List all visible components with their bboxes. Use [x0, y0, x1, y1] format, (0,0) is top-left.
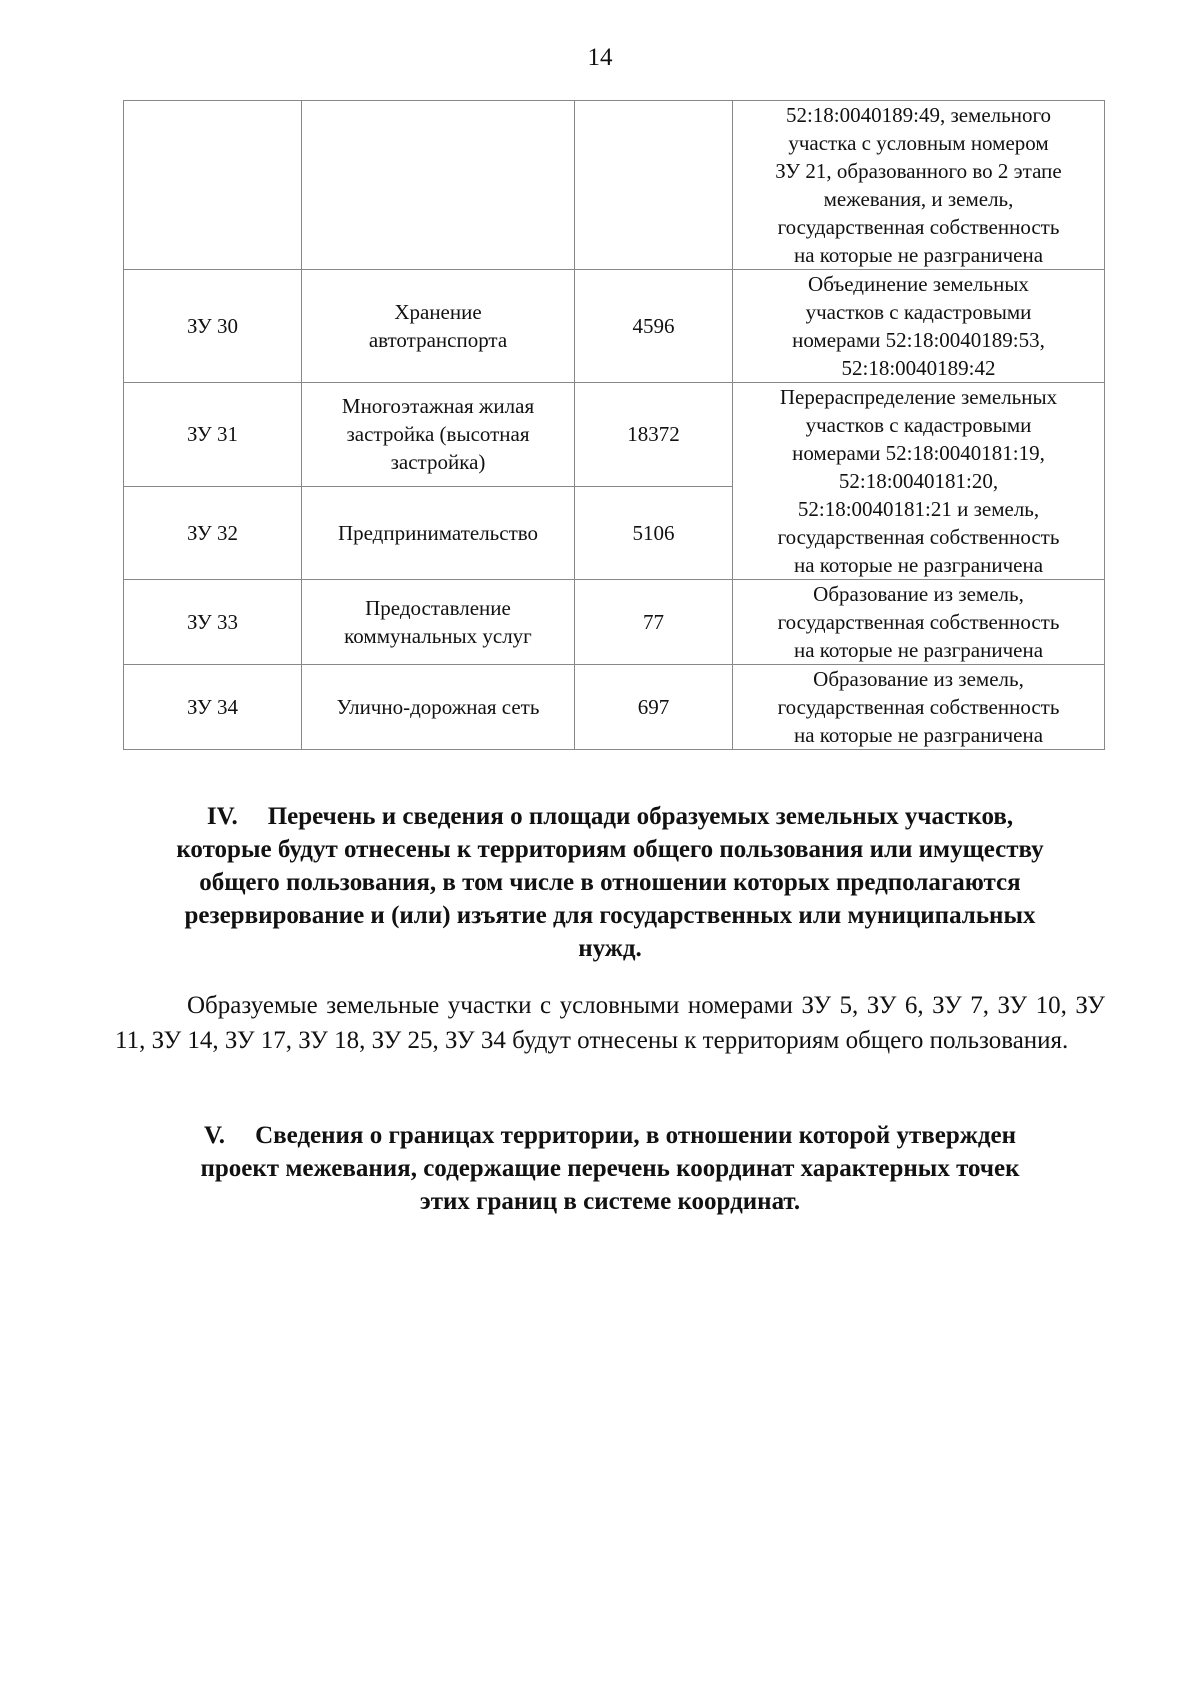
- cell-line: 52:18:0040181:20,: [838, 469, 999, 493]
- heading-line: резервирование и (или) изъятие для государственных или муниципальных: [184, 902, 1036, 929]
- section-number: V.: [203, 1122, 226, 1149]
- plot-method-cell: [733, 580, 1105, 665]
- section-4-heading: [110, 800, 1110, 965]
- cell-line: 52:18:0040181:21 и земель,: [797, 497, 1040, 521]
- table-row: [124, 101, 1105, 270]
- plot-code-cell: [124, 101, 302, 270]
- cell-line: 52:18:0040189:49, земельного: [785, 103, 1052, 127]
- plot-code-cell: ЗУ 32: [124, 486, 302, 579]
- plot-code-cell: ЗУ 30: [124, 270, 302, 383]
- plot-method-cell: [733, 270, 1105, 383]
- plot-use-cell: [302, 665, 575, 750]
- plot-use-cell: [302, 101, 575, 270]
- plot-method-cell: [733, 101, 1105, 270]
- plot-use-cell: [302, 270, 575, 383]
- cell-line: застройка): [390, 450, 486, 475]
- cell-line: на которые не разграничена: [793, 723, 1044, 747]
- plot-use-cell: [302, 580, 575, 665]
- heading-line: [110, 1119, 1110, 1152]
- cell-line: государственная собственность: [777, 610, 1060, 634]
- table-row: [124, 580, 1105, 665]
- heading-line: проект межевания, содержащие перечень координат характерных точек: [200, 1155, 1020, 1182]
- cell-line: Хранение: [394, 300, 482, 324]
- plot-code-cell: ЗУ 33: [124, 580, 302, 665]
- cell-line: Образование из земель,: [813, 667, 1024, 691]
- table-row: [124, 383, 1105, 487]
- cell-line: ЗУ 21, образованного во 2 этапе: [775, 159, 1062, 183]
- cell-line: Многоэтажная жилая: [341, 394, 535, 419]
- plot-area-cell: 18372: [575, 383, 733, 487]
- table-row: [124, 270, 1105, 383]
- table-row: [124, 665, 1105, 750]
- cell-line: государственная собственность: [777, 215, 1060, 239]
- cell-line: государственная собственность: [777, 695, 1060, 719]
- cell-line: участков с кадастровыми: [805, 300, 1032, 324]
- cell-line: Улично-дорожная сеть: [336, 695, 540, 719]
- cell-line: на которые не разграничена: [793, 553, 1044, 577]
- plot-area-cell: 77: [575, 580, 733, 665]
- cell-line: Предоставление: [365, 596, 511, 620]
- cell-line: коммунальных услуг: [344, 624, 532, 648]
- cell-line: государственная собственность: [777, 525, 1060, 549]
- plot-area-cell: 697: [575, 665, 733, 750]
- heading-text: Сведения о границах территории, в отношении которой утвержден: [255, 1122, 1017, 1149]
- heading-line: общего пользования, в том числе в отношении которых предполагаются: [199, 869, 1021, 896]
- cell-line: Перераспределение земельных: [779, 385, 1058, 409]
- cell-line: на которые не разграничена: [793, 243, 1044, 267]
- plot-method-cell: [733, 665, 1105, 750]
- heading-text: Перечень и сведения о площади образуемых земельных участков,: [267, 803, 1014, 830]
- section-5-heading: [110, 1119, 1110, 1218]
- cell-line: номерами 52:18:0040189:53,: [792, 328, 1045, 352]
- plot-use-cell: [302, 383, 575, 487]
- cell-line: Предпринимательство: [337, 520, 539, 545]
- heading-line: нужд.: [578, 935, 642, 962]
- land-plots-table: [123, 100, 1105, 750]
- plot-area-cell: 4596: [575, 270, 733, 383]
- heading-line: [110, 800, 1110, 833]
- plot-method-cell: [733, 383, 1105, 580]
- page-number: 14: [587, 44, 613, 71]
- cell-line: участка с условным номером: [788, 131, 1049, 155]
- cell-line: Объединение земельных: [808, 272, 1029, 296]
- plot-code-cell: ЗУ 31: [124, 383, 302, 487]
- section-4-paragraph: Образуемые земельные участки с условными номерами ЗУ 5, ЗУ 6, ЗУ 7, ЗУ 10, ЗУ 11, ЗУ 14, ЗУ 17, ЗУ 18, ЗУ 25, ЗУ 34 будут отнесены к территориям общего пользования.: [115, 992, 1105, 1054]
- cell-line: номерами 52:18:0040181:19,: [792, 441, 1045, 465]
- cell-line: на которые не разграничена: [793, 638, 1044, 662]
- plot-code-cell: ЗУ 34: [124, 665, 302, 750]
- heading-line: которые будут отнесены к территориям общего пользования или имуществу: [176, 836, 1044, 863]
- plot-area-cell: 5106: [575, 486, 733, 579]
- cell-line: участков с кадастровыми: [805, 413, 1032, 437]
- plot-use-cell: [302, 486, 575, 579]
- cell-line: автотранспорта: [368, 328, 508, 352]
- cell-line: межевания, и земель,: [823, 187, 1014, 211]
- section-number: IV.: [206, 803, 238, 830]
- cell-line: Образование из земель,: [813, 582, 1024, 606]
- cell-line: застройка (высотная: [346, 422, 530, 447]
- plot-area-cell: [575, 101, 733, 270]
- cell-line: 52:18:0040189:42: [841, 356, 996, 380]
- heading-line: этих границ в системе координат.: [419, 1188, 801, 1215]
